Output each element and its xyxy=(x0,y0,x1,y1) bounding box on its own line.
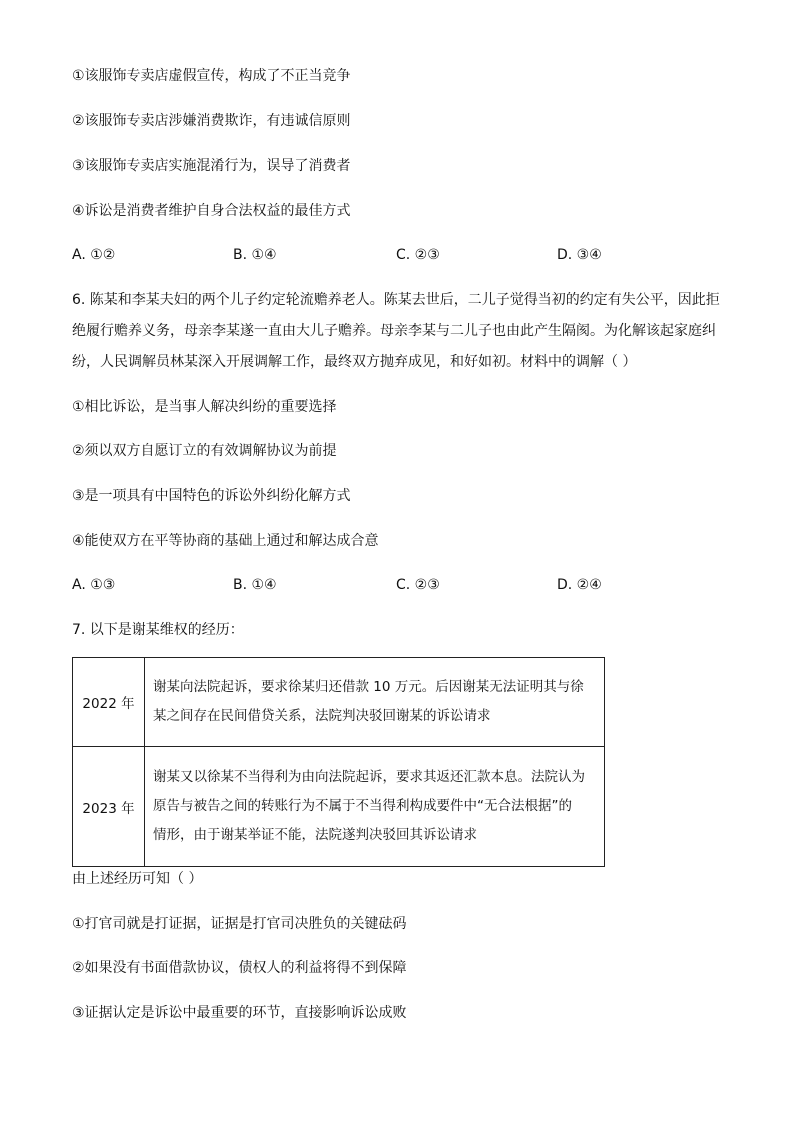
q6-stem-line-3: 纷，人民调解员林某深入开展调解工作，最终双方抛弃成见，和好如初。材料中的调解（ ） xyxy=(72,354,637,370)
q5-statement-1: ①该服饰专卖店虚假宣传，构成了不正当竞争 xyxy=(72,68,351,84)
table-row xyxy=(73,658,605,747)
q7-stem: 7. 以下是谢某维权的经历： xyxy=(72,622,244,638)
q6-option-c: C. ②③ xyxy=(396,577,440,593)
q6-statement-2: ②须以双方自愿订立的有效调解协议为前提 xyxy=(72,443,337,459)
q5-option-b: B. ①④ xyxy=(233,247,277,263)
q7-statement-3: ③证据认定是诉讼中最重要的环节，直接影响诉讼成败 xyxy=(72,1005,407,1021)
q7-question: 由上述经历可知（ ） xyxy=(72,871,203,887)
q6-option-b: B. ①④ xyxy=(233,577,277,593)
q7-statement-2: ②如果没有书面借款协议，债权人的利益将得不到保障 xyxy=(72,960,407,976)
q6-statement-4: ④能使双方在平等协商的基础上通过和解达成合意 xyxy=(72,533,379,549)
q7-statement-1: ①打官司就是打证据，证据是打官司决胜负的关键砝码 xyxy=(72,916,407,932)
table-cell-description xyxy=(145,747,605,867)
q5-option-d: D. ③④ xyxy=(557,247,602,263)
table-row xyxy=(73,747,605,867)
description-line: 谢某又以徐某不当得利为由向法院起诉，要求其返还汇款本息。法院认为 xyxy=(153,769,585,785)
q5-option-c: C. ②③ xyxy=(396,247,440,263)
description-line: 情形，由于谢某举证不能，法院遂判决驳回其诉讼请求 xyxy=(153,827,477,843)
description-line: 谢某向法院起诉，要求徐某归还借款 10 万元。后因谢某无法证明其与徐 xyxy=(153,679,584,695)
table-cell-year: 2023 年 xyxy=(73,747,145,867)
q6-stem-line-1: 6. 陈某和李某夫妇的两个儿子约定轮流赡养老人。陈某去世后，二儿子觉得当初的约定有失公平，因此拒 xyxy=(72,292,720,308)
table-cell-year: 2022 年 xyxy=(73,658,145,747)
description-line: 某之间存在民间借贷关系，法院判决驳回谢某的诉讼请求 xyxy=(153,708,491,724)
q5-statement-4: ④诉讼是消费者维护自身合法权益的最佳方式 xyxy=(72,203,351,219)
table-cell-description xyxy=(145,658,605,747)
q5-option-a: A. ①② xyxy=(72,247,116,263)
q6-option-a: A. ①③ xyxy=(72,577,116,593)
q6-stem-line-2: 绝履行赡养义务，母亲李某遂一直由大儿子赡养。母亲李某与二儿子也由此产生隔阂。为化解该起家庭纠 xyxy=(72,323,716,339)
q6-statement-1: ①相比诉讼，是当事人解决纠纷的重要选择 xyxy=(72,399,337,415)
description-line: 原告与被告之间的转账行为不属于不当得利构成要件中“无合法根据”的 xyxy=(153,798,572,814)
q7-record-table xyxy=(72,657,605,867)
q6-option-d: D. ②④ xyxy=(557,577,602,593)
q5-statement-3: ③该服饰专卖店实施混淆行为，误导了消费者 xyxy=(72,158,351,174)
q6-statement-3: ③是一项具有中国特色的诉讼外纠纷化解方式 xyxy=(72,488,351,504)
q5-statement-2: ②该服饰专卖店涉嫌消费欺诈，有违诚信原则 xyxy=(72,113,351,129)
